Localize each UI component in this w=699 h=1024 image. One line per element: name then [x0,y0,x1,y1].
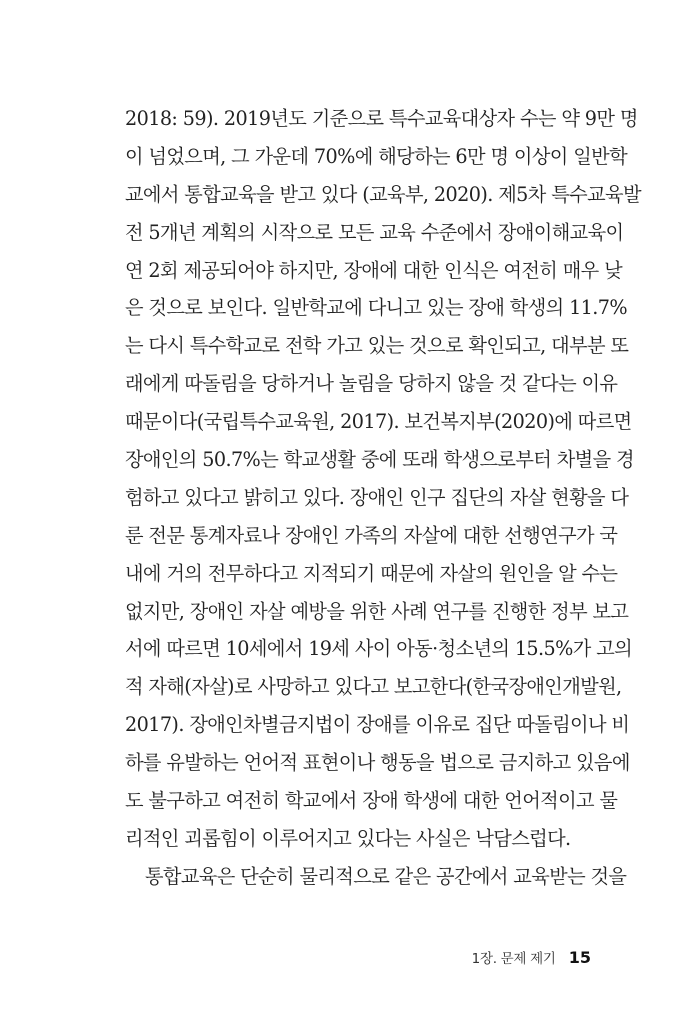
text-line: 교에서 통합교육을 받고 있다 (교육부, 2020). 제5차 특수교육발 [125,182,641,206]
body-text [125,100,641,896]
text-line: 험하고 있다고 밝히고 있다. 장애인 인구 집단의 자살 현황을 다 [125,485,629,509]
text-line: 장애인의 50.7%는 학교생활 중에 또래 학생으로부터 차별을 경 [125,448,634,472]
chapter-label: 1장. 문제 제기 [471,951,556,967]
text-line: 도 불구하고 여전히 학교에서 장애 학생에 대한 언어적이고 물 [125,789,618,813]
text-line: 2018: 59). 2019년도 기준으로 특수교육대상자 수는 약 9만 명 [125,107,638,130]
paragraph-start-line: 통합교육은 단순히 물리적으로 같은 공간에서 교육받는 것을 [145,864,627,888]
text-line: 연 2회 제공되어야 하지만, 장애에 대한 인식은 여전히 매우 낮 [125,258,623,282]
text-line: 이 넘었으며, 그 가운데 70%에 해당하는 6만 명 이상이 일반학 [125,144,628,168]
text-line: 서에 따르면 10세에서 19세 사이 아동·청소년의 15.5%가 고의 [125,637,633,661]
text-line: 리적인 괴롭힘이 이루어지고 있다는 사실은 낙담스럽다. [125,826,571,850]
text-line: 하를 유발하는 언어적 표현이나 행동을 법으로 금지하고 있음에 [125,751,630,775]
text-line: 래에게 따돌림을 당하거나 놀림을 당하지 않을 것 같다는 이유 [125,372,618,396]
text-line: 전 5개년 계획의 시작으로 모든 교육 수준에서 장애이해교육이 [125,220,624,244]
text-line: 때문이다(국립특수교육원, 2017). 보건복지부(2020)에 따르면 [125,410,632,434]
page-footer [472,946,591,970]
text-line: 없지만, 장애인 자살 예방을 위한 사례 연구를 진행한 정부 보고 [125,599,629,623]
text-line: 는 다시 특수학교로 전학 가고 있는 것으로 확인되고, 대부분 또 [125,334,629,358]
page-number: 15 [568,948,591,967]
text-line: 내에 거의 전무하다고 지적되기 때문에 자살의 원인을 알 수는 [125,561,618,585]
text-line: 2017). 장애인차별금지법이 장애를 이유로 집단 따돌림이나 비 [125,713,630,737]
text-line: 룬 전문 통계자료나 장애인 가족의 자살에 대한 선행연구가 국 [125,523,618,547]
text-line: 은 것으로 보인다. 일반학교에 다니고 있는 장애 학생의 11.7% [125,296,628,320]
text-line: 적 자해(자살)로 사망하고 있다고 보고한다(한국장애인개발원, [125,675,622,699]
